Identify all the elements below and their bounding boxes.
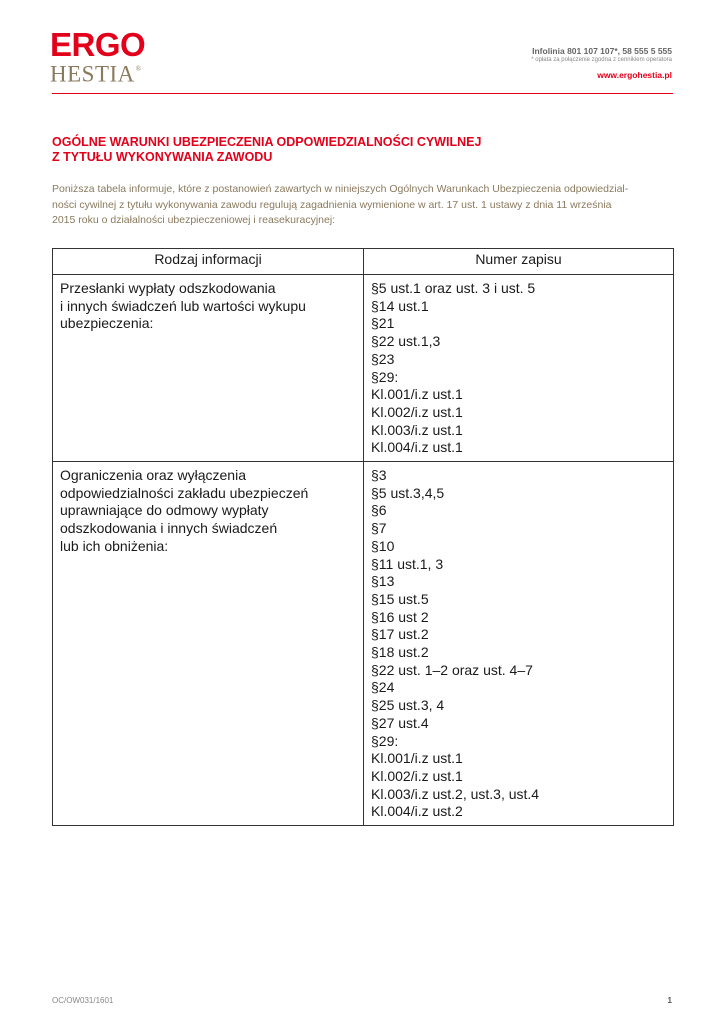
ref-item: §3 (371, 467, 387, 484)
ref-item: Kl.004/i.z ust.2 (371, 803, 463, 820)
header-divider (52, 93, 673, 94)
ref-item: §6 (371, 502, 387, 519)
ref-item: §25 ust.3, 4 (371, 697, 445, 714)
ref-item: §27 ust.4 (371, 714, 429, 731)
hotline-note: * opłata za połączenie zgodna z cennikiem operatora (531, 57, 672, 63)
header-info-type: Rodzaj informacji (53, 249, 364, 275)
ref-item: §11 ust.1, 3 (371, 555, 444, 572)
ref-item: §17 ust.2 (371, 626, 429, 643)
ref-item: §13 (371, 573, 395, 590)
contact-block (531, 46, 672, 80)
table-row (53, 275, 674, 462)
logo-ergo-text: ERGO (50, 26, 146, 63)
ref-item: §23 (371, 350, 395, 367)
ref-item: Kl.002/i.z ust.1 (371, 403, 463, 420)
logo-hestia-word: HESTIA (50, 61, 135, 87)
ref-item: §21 (371, 315, 395, 332)
info-type-cell (53, 275, 364, 462)
logo-hestia-text (50, 60, 150, 86)
ref-item: §15 ust.5 (371, 590, 429, 607)
registered-mark: ® (135, 65, 142, 73)
title-line-2: Z TYTUŁU WYKONYWANIA ZAWODU (52, 150, 273, 164)
ref-item: §14 ust.1 (371, 297, 429, 314)
information-table (52, 248, 674, 826)
ref-item: §24 (371, 679, 395, 696)
ref-item: §5 ust.3,4,5 (371, 484, 445, 501)
info-line: Ograniczenia oraz wyłączenia (60, 467, 246, 484)
ref-item: Kl.003/i.z ust.2, ust.3, ust.4 (371, 785, 540, 802)
website-link[interactable]: www.ergohestia.pl (597, 70, 672, 80)
header-record-number: Numer zapisu (364, 249, 674, 275)
info-line: odszkodowania i innych świadczeń (60, 520, 278, 537)
ref-item: §29: (371, 368, 399, 385)
info-line: uprawniające do odmowy wypłaty (60, 502, 269, 519)
ref-item: §18 ust.2 (371, 644, 429, 661)
document-code: OC/OW031/1601 (52, 996, 114, 1005)
ref-item: §29: (371, 732, 399, 749)
ref-item: §16 ust 2 (371, 608, 429, 625)
document-title (52, 135, 612, 165)
intro-line-2: ności cywilnej z tytułu wykonywania zawodu regulują zagadnienia wymienione w art. 17 ust. 1 ustawy z dnia 11 września (52, 198, 612, 211)
table-row (53, 462, 674, 826)
info-line: lub ich obniżenia: (60, 537, 169, 554)
ergo-hestia-logo (50, 26, 150, 87)
intro-line-3: 2015 roku o działalności ubezpieczeniowej i reasekuracyjnej: (52, 214, 336, 226)
info-line: i innych świadczeń lub wartości wykupu (60, 297, 306, 314)
page-number: 1 (667, 996, 672, 1005)
ref-item: Kl.001/i.z ust.1 (371, 750, 463, 767)
ref-item: §5 ust.1 oraz ust. 3 i ust. 5 (371, 280, 536, 296)
record-number-cell (364, 462, 674, 826)
info-line: Przesłanki wypłaty odszkodowania (60, 280, 276, 296)
title-line-1: OGÓLNE WARUNKI UBEZPIECZENIA ODPOWIEDZIALNOŚCI CYWILNEJ (52, 135, 482, 149)
ref-item: §22 ust.1,3 (371, 333, 441, 350)
ref-item: Kl.002/i.z ust.1 (371, 767, 463, 784)
info-line: odpowiedzialności zakładu ubezpieczeń (60, 484, 309, 501)
ref-item: §22 ust. 1–2 oraz ust. 4–7 (371, 661, 533, 678)
intro-paragraph (52, 182, 677, 229)
info-line: ubezpieczenia: (60, 315, 154, 332)
ref-item: Kl.003/i.z ust.1 (371, 421, 463, 438)
ref-item: §7 (371, 520, 387, 537)
intro-line-1: Poniższa tabela informuje, które z postanowień zawartych w niniejszych Ogólnych Warunkach Ubezpieczenia odpowiedzial- (52, 183, 629, 195)
ref-item: §10 (371, 537, 395, 554)
record-number-cell (364, 275, 674, 462)
info-type-cell (53, 462, 364, 826)
ref-item: Kl.004/i.z ust.1 (371, 439, 463, 456)
table-header-row (53, 249, 674, 275)
hotline-text: Infolinia 801 107 107*, 58 555 5 555 (532, 46, 672, 56)
ref-item: Kl.001/i.z ust.1 (371, 386, 463, 403)
